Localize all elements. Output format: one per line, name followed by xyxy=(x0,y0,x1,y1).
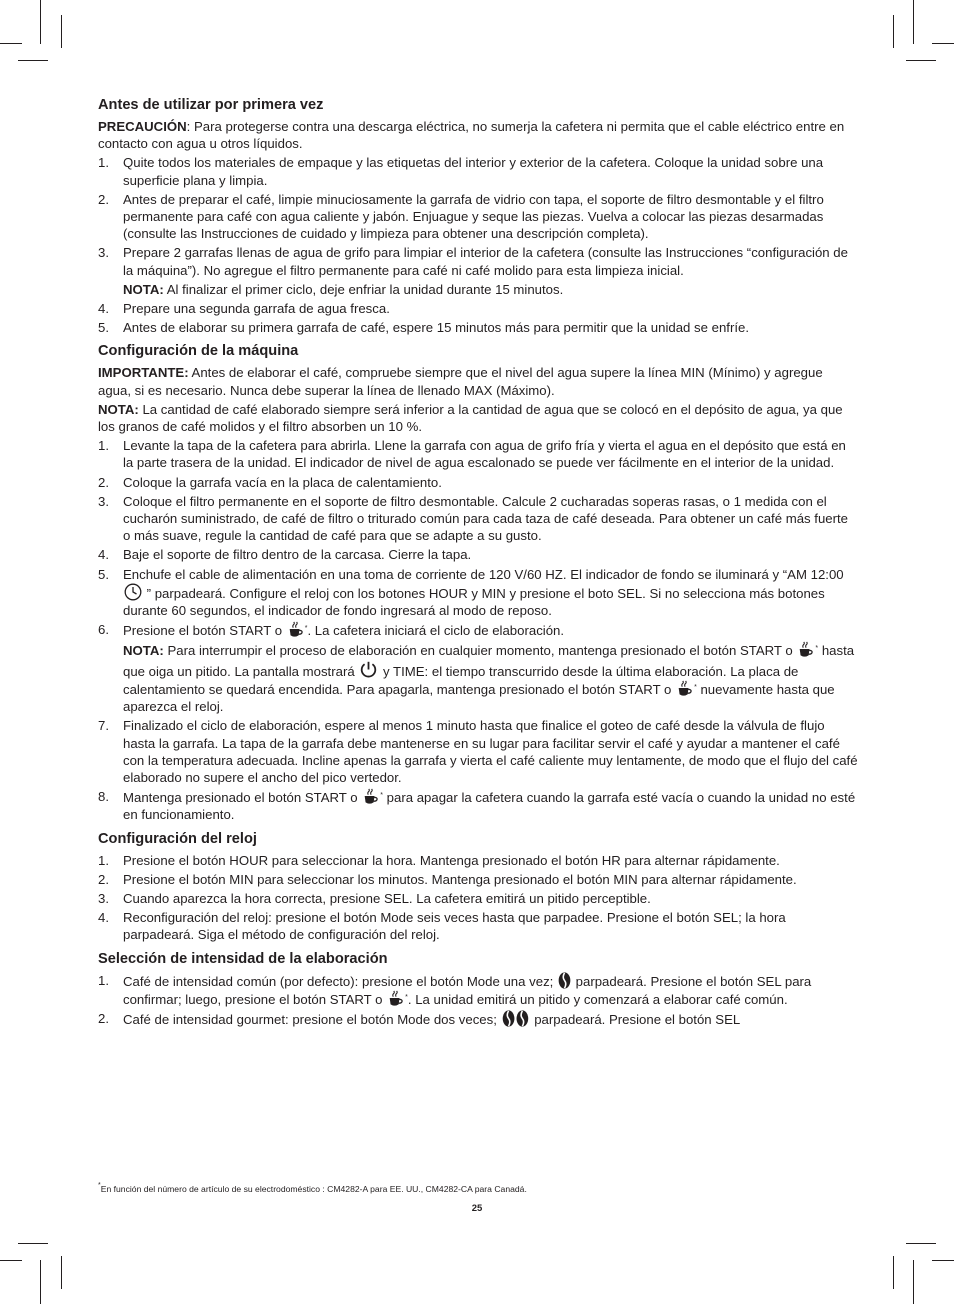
note-paragraph xyxy=(98,401,858,435)
item-number: 1. xyxy=(98,438,109,454)
important-text: Antes de elaborar el café, compruebe siempre que el nivel del agua supere la línea MIN (Mínimo) y agregue agua, si es necesario. Nunca debe superar la línea de llenado MAX (Máximo). xyxy=(98,365,823,398)
item-text: Antes de elaborar su primera garrafa de café, espere 15 minutos más para permitir que la unidad se enfríe. xyxy=(123,320,750,336)
crop-mark xyxy=(932,1260,954,1261)
note-paragraph xyxy=(98,641,858,715)
crop-mark xyxy=(893,1256,894,1289)
item-text: Finalizado el ciclo de elaboración, espere al menos 1 minuto hasta que finalice el goteo de café desde la válvula de flujo hasta la garrafa. La tapa de la garrafa debe mantenerse en su lugar para facilitar servir el café y ayudar a mantener el café con la temperatura adecuada. Incline apenas la garrafa y vierta el café caliente muy lentamente, de modo que el flujo del café elaborado no supere el ancho del pico vertedor. xyxy=(123,718,858,785)
coffee-cup-icon xyxy=(797,641,814,658)
item-number: 1. xyxy=(98,155,109,171)
list-item xyxy=(98,871,858,888)
list-item xyxy=(98,546,858,563)
item-number: 4. xyxy=(98,910,109,926)
crop-mark xyxy=(913,0,914,44)
list-item xyxy=(98,566,858,620)
item-text: Quite todos los materiales de empaque y las etiquetas del interior y exterior de la cafetera. Coloque la unidad sobre una superficie plana y limpia. xyxy=(123,155,824,188)
coffee-cup-icon xyxy=(676,680,693,697)
item-number: 4. xyxy=(98,301,109,317)
item-text: para apagar la cafetera cuando la garrafa esté vacía o cuando la unidad no esté en funcionamiento. xyxy=(123,790,856,823)
note-label: NOTA: xyxy=(123,643,164,659)
clock-icon xyxy=(124,583,142,601)
item-text: Prepare una segunda garrafa de agua fresca. xyxy=(123,301,390,317)
item-number: 2. xyxy=(98,474,109,490)
item-number: 5. xyxy=(98,566,109,582)
note-text: hasta que oiga un pitido. La pantalla mostrará xyxy=(123,643,855,679)
caution-paragraph xyxy=(98,118,858,152)
item-number: 3. xyxy=(98,890,109,906)
item-text: Reconfiguración del reloj: presione el botón Mode seis veces hasta que parpadee. Presione el botón SEL; la hora parpadeará. Siga el método de configuración del reloj. xyxy=(123,910,786,943)
item-text: Café de intensidad gourmet: presione el botón Mode dos veces; xyxy=(123,1011,501,1027)
important-paragraph xyxy=(98,364,858,398)
item-text: Coloque la garrafa vacía en la placa de calentamiento. xyxy=(123,474,442,490)
item-text: ” parpadeará. Configure el reloj con los botones HOUR y MIN y presione el boto SEL. Si no selecciona más botones durante 60 segundos, el indicador de fondo ingresará al modo de reposo. xyxy=(123,585,825,619)
section-title: Antes de utilizar por primera vez xyxy=(98,97,324,113)
crop-mark xyxy=(61,1256,62,1289)
item-text: parpadeará. Presione el botón SEL para confirmar; luego, presione el botón START o xyxy=(123,973,812,1007)
asterisk: * xyxy=(405,993,408,1001)
list-item xyxy=(98,852,858,869)
item-number: 2. xyxy=(98,191,109,207)
item-number: 1. xyxy=(98,972,109,988)
item-text: Cuando aparezca la hora correcta, presione SEL. La cafetera emitirá un pitido perceptible. xyxy=(123,890,651,906)
item-text: Mantenga presionado el botón START o xyxy=(123,790,362,806)
note-label: NOTA: xyxy=(98,401,139,417)
asterisk: * xyxy=(304,625,308,633)
note-label: NOTA: xyxy=(123,281,164,297)
asterisk: * xyxy=(380,792,383,800)
section-machine-setup xyxy=(98,342,858,823)
item-text: . La unidad emitirá un pitido y comenzará a elaborar café común. xyxy=(407,991,788,1007)
list-item xyxy=(98,788,858,823)
page-content xyxy=(98,96,858,1034)
power-icon xyxy=(359,660,378,679)
note-text: nuevamente hasta que aparezca el reloj. xyxy=(123,681,835,715)
page-number: 25 xyxy=(471,1203,483,1214)
list-item xyxy=(98,972,858,1008)
note-text: Para interrumpir el proceso de elaboración en cualquier momento, mantenga presionado el botón START o xyxy=(163,643,797,659)
crop-mark xyxy=(40,0,41,44)
section-first-use xyxy=(98,96,858,336)
list-item xyxy=(98,300,858,317)
crop-mark xyxy=(906,60,936,61)
asterisk: * xyxy=(98,1182,101,1189)
list-item xyxy=(98,717,858,786)
asterisk: * xyxy=(815,645,819,653)
item-text: Presione el botón START o xyxy=(123,623,286,639)
list-item xyxy=(98,621,858,639)
list-item xyxy=(98,890,858,907)
asterisk: * xyxy=(694,683,697,691)
list-item xyxy=(98,474,858,491)
crop-mark xyxy=(18,1243,48,1244)
section-title: Configuración de la máquina xyxy=(98,343,299,360)
section-title: Selección de intensidad de la elaboración xyxy=(98,950,388,967)
crop-mark xyxy=(61,15,62,48)
list-item xyxy=(98,154,858,188)
item-number: 2. xyxy=(98,1010,109,1026)
list-item xyxy=(98,244,858,278)
crop-mark xyxy=(0,43,22,44)
coffee-cup-icon xyxy=(287,621,304,638)
item-text: Presione el botón MIN para seleccionar los minutos. Mantenga presionado el botón MIN para alternar rápidamente. xyxy=(123,871,797,887)
item-number: 1. xyxy=(98,852,109,868)
crop-mark xyxy=(18,60,48,61)
coffee-cup-icon xyxy=(362,788,379,805)
item-number: 4. xyxy=(98,547,109,563)
item-number: 3. xyxy=(98,245,109,261)
coffee-bean-icon xyxy=(558,972,571,989)
footnote-text: En función del número de artículo de su electrodoméstico : CM4282-A para EE. UU., CM4282-CA para Canadá. xyxy=(100,1184,527,1194)
item-text: Enchufe el cable de alimentación en una toma de corriente de 120 V/60 HZ. El indicador de fondo se iluminará y “AM 12:00 xyxy=(123,566,844,582)
list-item xyxy=(98,493,858,545)
caution-text: : Para protegerse contra una descarga eléctrica, no sumerja la cafetera ni permita que el cable eléctrico entre en contacto con agua u otros líquidos. xyxy=(98,119,845,152)
item-text: Antes de preparar el café, limpie minuciosamente la garrafa de vidrio con tapa, el soporte de filtro desmontable y el filtro permanente para café con agua caliente y jabón. Enjuague y seque las piezas. Vuelva a colocar las piezas desarmadas (consulte las Instrucciones de cuidado y limpieza para obtener una descripción completa). xyxy=(123,191,824,242)
coffee-cup-icon xyxy=(387,990,404,1007)
item-text: Levante la tapa de la cafetera para abrirla. Llene la garrafa con agua de grifo fría y vierta el agua en el depósito que está en la parte trasera de la unidad. El indicador de nivel de agua escalonado se puede ver fácilmente en el interior de la unidad. xyxy=(123,438,846,471)
crop-mark xyxy=(40,1260,41,1304)
section-title: Configuración del reloj xyxy=(98,830,257,847)
item-text: parpadeará. Presione el botón SEL xyxy=(530,1011,741,1027)
item-text: Coloque el filtro permanente en el soporte de filtro desmontable. Calcule 2 cucharadas soperas rasas, o 1 medida con el cucharón suministrado, de café de filtro o triturado común para cada taza de café deseada. Para obtener un café más fuerte o más suave, regule la cantidad de café para que se adapte a su gusto. xyxy=(123,493,849,544)
crop-mark xyxy=(913,1260,914,1304)
crop-mark xyxy=(893,15,894,48)
list-item xyxy=(98,319,858,336)
double-coffee-bean-icon xyxy=(502,1010,530,1027)
item-number: 7. xyxy=(98,718,109,734)
important-label: IMPORTANTE: xyxy=(98,365,189,381)
list-item xyxy=(98,909,858,943)
crop-mark xyxy=(932,43,954,44)
item-number: 5. xyxy=(98,320,109,336)
section-clock-setup xyxy=(98,830,858,944)
item-number: 6. xyxy=(98,622,109,638)
footnote xyxy=(98,1183,527,1195)
item-text: Presione el botón HOUR para seleccionar la hora. Mantenga presionado el botón HR para alternar rápidamente. xyxy=(123,852,780,868)
note-text: La cantidad de café elaborado siempre será inferior a la cantidad de agua que se colocó en el depósito de agua, ya que los granos de café molidos y el filtro absorben un 10 %. xyxy=(98,401,843,435)
list-item xyxy=(98,1010,858,1028)
section-brew-strength xyxy=(98,950,858,1029)
item-text: Baje el soporte de filtro dentro de la carcasa. Cierre la tapa. xyxy=(123,547,472,563)
item-number: 8. xyxy=(98,789,109,805)
note-text: y TIME: el tiempo transcurrido desde la última elaboración. La placa de calentamiento se quedará encendida. Para apagarla, mantenga presionado el botón START o xyxy=(123,663,799,697)
item-number: 3. xyxy=(98,493,109,509)
list-item xyxy=(98,437,858,471)
crop-mark xyxy=(906,1243,936,1244)
caution-label: PRECAUCIÓN xyxy=(98,119,187,134)
item-text: Prepare 2 garrafas llenas de agua de grifo para limpiar el interior de la cafetera (consulte las Instrucciones “configuración de la máquina”). No agregue el filtro permanente para café ni café molido para esta limpieza inicial. xyxy=(123,245,848,278)
note-text: Al finalizar el primer ciclo, deje enfriar la unidad durante 15 minutos. xyxy=(163,281,564,297)
item-text: . La cafetera iniciará el ciclo de elaboración. xyxy=(307,623,565,639)
item-number: 2. xyxy=(98,871,109,887)
crop-mark xyxy=(0,1260,22,1261)
item-text: Café de intensidad común (por defecto): presione el botón Mode una vez; xyxy=(123,973,557,989)
list-item xyxy=(98,191,858,243)
note-paragraph xyxy=(98,281,858,298)
